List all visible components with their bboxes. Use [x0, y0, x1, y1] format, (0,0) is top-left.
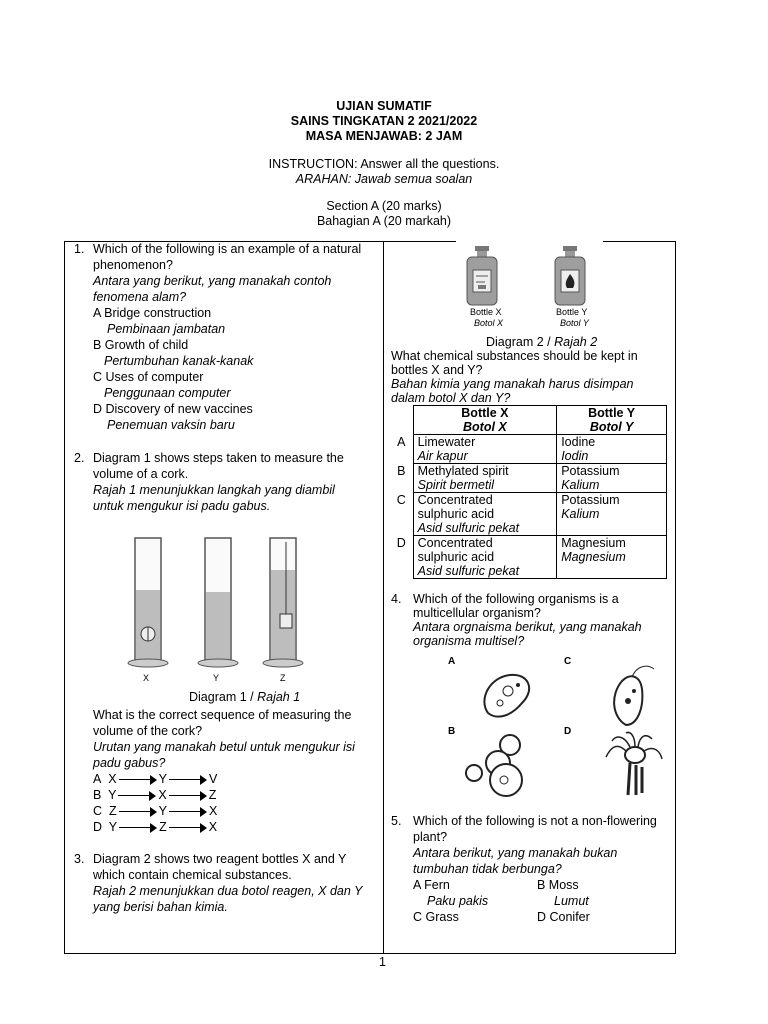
q4-question-ms-2: organisma multisel?	[413, 634, 525, 648]
q5-option-b[interactable]: B Moss	[537, 878, 579, 892]
arrow-icon	[169, 807, 207, 817]
q3-question-en-1: Diagram 2 shows two reagent bottles X and Y	[93, 852, 347, 866]
q4-organisms-diagram	[440, 655, 675, 805]
arrow-icon	[169, 775, 207, 785]
organism-label-a: A	[448, 656, 456, 667]
q1-question-ms-2: fenomena alam?	[93, 290, 187, 304]
table-row[interactable]: B Methylated spirit Spirit bermetil Potassium Kalium	[392, 464, 667, 493]
q5-question-ms-2: tumbuhan tidak berbunga?	[413, 862, 562, 876]
cylinder-label-y: Y	[213, 673, 220, 683]
arrow-icon	[169, 823, 207, 833]
q2-ask-ms-1: Urutan yang manakah betul untuk mengukur isi	[93, 740, 355, 754]
q2-number: 2.	[74, 451, 85, 465]
q1-question-ms-1: Antara yang berikut, yang manakah contoh	[93, 274, 332, 288]
frame-top-right	[603, 241, 675, 242]
bottle-y-icon	[555, 246, 585, 305]
q1-option-d[interactable]: D Discovery of new vaccines	[93, 402, 253, 416]
bottle-x-label: Bottle X	[470, 307, 502, 317]
q2-ask-en-1: What is the correct sequence of measuring the	[93, 708, 352, 722]
cylinder-label-z: Z	[280, 673, 286, 683]
q1-option-b-ms: Pertumbuhan kanak-kanak	[104, 354, 254, 368]
title-line-3: MASA MENJAWAB: 2 JAM	[305, 129, 463, 143]
arrow-icon	[118, 791, 156, 801]
bottle-x-label-ms: Botol X	[474, 318, 504, 328]
organism-c-icon	[614, 666, 654, 725]
q4-question-en-1: Which of the following organisms is a	[413, 592, 619, 606]
q3-question-ms-1: Rajah 2 menunjukkan dua botol reagen, X dan Y	[93, 884, 363, 898]
q5-option-a-ms: Paku pakis	[427, 894, 489, 908]
q1-option-c-ms: Penggunaan computer	[104, 386, 231, 400]
q2-option-d[interactable]: D Y Z X	[93, 820, 218, 834]
q1-option-b[interactable]: B Growth of child	[93, 338, 189, 352]
q1-number: 1.	[74, 242, 85, 256]
q2-ask-en-2: volume of the cork?	[93, 724, 203, 738]
q2-option-b[interactable]: B Y X Z	[93, 788, 217, 802]
q5-option-b-ms: Lumut	[554, 894, 589, 908]
q1-option-d-ms: Penemuan vaksin baru	[107, 418, 235, 432]
q1-option-a-ms: Pembinaan jambatan	[107, 322, 226, 336]
table-header-bottle-x: Bottle X Botol X	[413, 406, 557, 435]
cylinder-x	[128, 538, 168, 667]
q5-question-ms-1: Antara berikut, yang manakah bukan	[413, 846, 618, 860]
arrow-icon	[119, 775, 157, 785]
q2-question-en-2: volume of a cork.	[93, 467, 189, 481]
bottle-y-label-ms: Botol Y	[560, 318, 589, 328]
organism-label-b: B	[448, 726, 456, 737]
q2-question-en-1: Diagram 1 shows steps taken to measure the	[93, 451, 344, 465]
q3-ask-en-1: What chemical substances should be kept in	[391, 349, 638, 363]
arrow-icon	[119, 807, 157, 817]
q2-option-a[interactable]: A X Y V	[93, 772, 218, 786]
q1-option-a[interactable]: A Bridge construction	[93, 306, 212, 320]
q2-question-ms-2: untuk mengukur isi padu gabus.	[93, 499, 271, 513]
q3-ask-ms-1: Bahan kimia yang manakah harus disimpan	[391, 377, 634, 391]
instruction-ms: ARAHAN: Jawab semua soalan	[295, 172, 473, 186]
organism-label-c: C	[564, 656, 572, 667]
bottle-y-label: Bottle Y	[556, 307, 588, 317]
organism-a-icon	[484, 675, 529, 717]
bottle-x-icon	[467, 246, 497, 305]
q3-question-en-2: which contain chemical substances.	[93, 868, 292, 882]
q3-question-ms-2: yang berisi bahan kimia.	[93, 900, 228, 914]
q4-number: 4.	[391, 592, 402, 606]
diagram-1-cylinders	[120, 530, 320, 690]
table-row[interactable]: A Limewater Air kapur Iodine Iodin	[392, 435, 667, 464]
table-row[interactable]: C Concentrated sulphuric acid Asid sulfuric pekat Potassium Kalium	[392, 493, 667, 536]
q4-question-en-2: multicellular organism?	[413, 606, 541, 620]
arrow-icon	[119, 823, 157, 833]
q1-question-en-2: phenomenon?	[93, 258, 173, 272]
organism-d-icon	[606, 733, 662, 795]
title-line-1: UJIAN SUMATIF	[336, 99, 432, 113]
q5-question-en-1: Which of the following is not a non-flowering	[413, 814, 657, 828]
cylinder-z	[263, 538, 303, 667]
diagram-1-caption: Diagram 1 / Rajah 1	[189, 690, 301, 704]
q2-question-ms-1: Rajah 1 menunjukkan langkah yang diambil	[93, 483, 335, 497]
instruction-en: INSTRUCTION: Answer all the questions.	[268, 157, 500, 171]
page-number: 1	[379, 955, 386, 969]
q1-question-en-1: Which of the following is an example of a natural	[93, 242, 362, 256]
section-ms: Bahagian A (20 markah)	[316, 214, 452, 228]
diagram-2-caption: Diagram 2 / Rajah 2	[486, 335, 598, 349]
cylinder-label-x: X	[143, 673, 150, 683]
q5-number: 5.	[391, 814, 402, 828]
q3-number: 3.	[74, 852, 85, 866]
arrow-icon	[169, 791, 207, 801]
q2-option-c[interactable]: C Z Y X	[93, 804, 218, 818]
q5-option-c[interactable]: C Grass	[413, 910, 459, 924]
organism-label-d: D	[564, 726, 572, 737]
q5-option-a[interactable]: A Fern	[413, 878, 450, 892]
table-header-bottle-y: Bottle Y Botol Y	[557, 406, 667, 435]
q2-ask-ms-2: padu gabus?	[93, 756, 166, 770]
q3-options-table	[392, 405, 667, 579]
section-en: Section A (20 marks)	[326, 199, 442, 213]
q3-ask-en-2: bottles X and Y?	[391, 363, 483, 377]
table-row[interactable]: D Concentrated sulphuric acid Asid sulfuric pekat Magnesium Magnesium	[392, 536, 667, 579]
title-line-2: SAINS TINGKATAN 2 2021/2022	[290, 114, 478, 128]
q4-question-ms-1: Antara orgnaisma berikut, yang manakah	[413, 620, 642, 634]
diagram-2-bottles	[455, 242, 605, 312]
q5-option-d[interactable]: D Conifer	[537, 910, 590, 924]
cylinder-y	[198, 538, 238, 667]
organism-b-icon	[466, 735, 522, 796]
q5-question-en-2: plant?	[413, 830, 448, 844]
q3-ask-ms-2: dalam botol X dan Y?	[391, 391, 511, 405]
column-divider	[383, 241, 384, 954]
q1-option-c[interactable]: C Uses of computer	[93, 370, 204, 384]
